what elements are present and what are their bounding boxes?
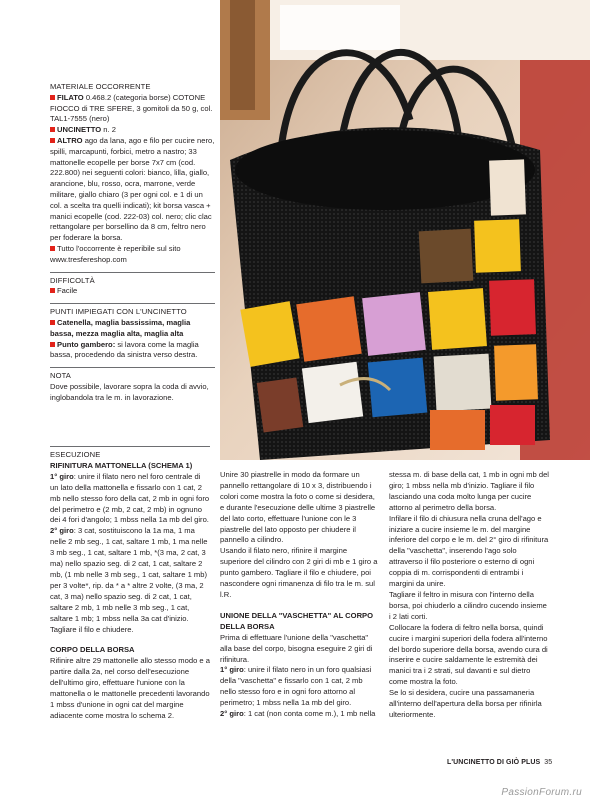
bullet-square-icon bbox=[50, 342, 55, 347]
col2-paragraph-2: Usando il filato nero, rifinire il margine superiore del cilindro con 2 giri di mb e 1 giro a punto gambero. Tagliare il filo e chiudere, poi nascondere ogni rimanenza di filo tra le m. sul l.R. bbox=[220, 546, 378, 599]
bag-photo bbox=[220, 0, 590, 460]
bag-body-text: Rifinire altre 29 mattonelle allo stesso modo e a partire dalla 2a, nel corso dell'esecuzione dell'ultimo giro, effettuare l'unione con la mattonella o le mattonelle precedenti lavorando 1 mbss d'unione in ogni cat del margine adiacente come mostra lo schema 2. bbox=[50, 656, 210, 720]
tile-finishing-heading: RIFINITURA MATTONELLA (SCHEMA 1) bbox=[50, 460, 193, 470]
col3-paragraph-5: Se lo si desidera, cucire una passamaneria all'interno dell'apertura della borsa per rifinirla ulteriormente. bbox=[389, 688, 542, 719]
stitches-heading: PUNTI IMPIEGATI CON L'UNCINETTO bbox=[50, 303, 215, 318]
col3-paragraph-1: stessa m. di base della cat, 1 mb in ogni mb del giro; 1 mbss nella mb d'inizio. Tagliare il filo lasciando una coda molto lunga per cucire attorno al perimetro della borsa. bbox=[389, 470, 549, 512]
materials-sidebar bbox=[50, 82, 215, 404]
bullet-square-icon bbox=[50, 138, 55, 143]
filato-item: FILATO 0.468.2 (categoria borse) COTONE FIOCCO di TRE SFERE, 3 gomitoli da 50 g, col. TAL1-7555 (nero) bbox=[50, 92, 213, 124]
execution-heading: ESECUZIONE bbox=[50, 446, 210, 461]
uncinetto-item: UNCINETTO n. 2 bbox=[50, 125, 215, 136]
bullet-square-icon bbox=[50, 320, 55, 325]
materials-heading: MATERIALE OCCORRENTE bbox=[50, 82, 151, 91]
bag-illustration bbox=[220, 0, 590, 460]
base-round-2: 2° giro: 1 cat (non conta come m.), 1 mb nella bbox=[220, 709, 376, 719]
nota-heading: NOTA bbox=[50, 367, 215, 382]
bullet-square-icon bbox=[50, 127, 55, 132]
col3-paragraph-4: Collocare la fodera di feltro nella borsa, quindi cucire i margini superiori della fodera all'interno del bordo superiore della borsa, avendo cura di inserire e cucire saldamente le estremità dei manici tra i 2 strati, sul davanti e sul dietro come mostra la foto. bbox=[389, 622, 548, 687]
col2-paragraph-3: Prima di effettuare l'unione della "vaschetta" alla base del corpo, bisogna eseguire 2 giri di rifinitura. bbox=[220, 632, 373, 664]
base-round-1: 1° giro: unire il filato nero in un foro qualsiasi della "vaschetta" e fissarlo con 1 cat, 2 mb nello stesso foro e in ogni foro attorno al perimetro; 1 mbss nella 1a mb del giro. bbox=[220, 665, 372, 708]
stitches-item-1: Catenella, maglia bassissima, maglia bassa, mezza maglia alta, maglia alta bbox=[50, 317, 191, 338]
difficulty-heading: DIFFICOLTÀ bbox=[50, 272, 215, 287]
instructions-column-3 bbox=[389, 470, 549, 721]
magazine-title: L'UNCINETTO DI GIÒ PLUS bbox=[447, 759, 541, 766]
watermark: PassionForum.ru bbox=[501, 787, 582, 798]
difficulty-value: Facile bbox=[50, 286, 215, 297]
page-footer bbox=[447, 759, 552, 766]
page-number: 35 bbox=[544, 759, 553, 766]
instructions-column-2 bbox=[220, 470, 380, 720]
tile-round-2: 2° giro: 3 cat, sostituiscono la 1a ma, 1 ma nelle 2 mb seg., 1 cat, saltare 1 mb, 1 ma nelle 3 mb seg., 1 cat, saltare 1 mb, *(3 ma, 2 cat, 3 ma) nello spazio seg. di 2 cat, 1 cat, saltare 2 mb, (1 mb nelle 3 mb seg., 1 cat, saltare 1 mb) per 3 volte*, rip. da * a * altre 2 volte, (3 ma, 2 cat, 3 ma) nello spazio seg. di 2 cat, 1 cat, saltare 2 mb, 1 mb nelle 3 mb seg., 1 cat, saltare 1 mb; 1 mbss nella 3a cat d'inizio. Tagliare il filo e chiudere. bbox=[50, 526, 208, 634]
altro-item: ALTRO ago da lana, ago e filo per cucire nero, spilli, marcapunti, forbici, metro a nastro; 33 mattonelle ecopelle per borse 7x7 cm (cod. 222.800) nei seguenti colori: bianco, lilla, giallo, arancione, blu, rosso, ocra, marrone, verde militare, giallo chiaro (3 per ogni col. e 1 di un col. a scelta tra quelli indicati); kit borsa vasca + manici ecopelle (cod. 222-03) col. nero; clic clac rettangolare per borsellino da 8 cm, feltro nero per foderare la borsa. bbox=[50, 135, 215, 243]
instructions-column-1 bbox=[50, 446, 210, 722]
shop-note: Tutto l'occorrente è reperibile sul sito www.tresfereshop.com bbox=[50, 243, 181, 264]
col2-paragraph-1: Unire 30 piastrelle in modo da formare un pannello rettangolare di 10 x 3, distribuendo i colori come mostra la foto o come si desidera, e durante l'esecuzione delle ultime 3 piastrelle del lato corto, effettuare l'unione con le 3 piastrelle del lato opposto per chiudere il pannello a cilindro. bbox=[220, 470, 376, 545]
bullet-square-icon bbox=[50, 95, 55, 100]
col3-paragraph-3: Tagliare il feltro in misura con l'interno della borsa, poi chiuderlo a cilindro cucendo insieme i 2 lati corti. bbox=[389, 589, 547, 621]
tile-round-1: 1° giro: unire il filato nero nel foro centrale di un lato della mattonella e fissarlo con 1 cat, 2 mb nello stesso foro della cat, 2 mb in ogni foro del perimetro e (2 mb, 2 cat, 2 mb) in ognuno dei 4 fori d'angolo; 1 mbss nella 1a mb del giro. bbox=[50, 471, 210, 525]
col3-paragraph-2: Infilare il filo di chiusura nella cruna dell'ago e iniziare a cucire insieme le m. del margine inferiore del corpo e le m. del 2° giro di rifinitura della "vaschetta", inserendo l'ago solo attraverso il filo posteriore o esterno di ogni coppia di m. corrispondenti di entrambi i margini da unire. bbox=[389, 513, 549, 589]
nota-text: Dove possibile, lavorare sopra la coda di avvio, inglobandola tra le m. in lavorazione. bbox=[50, 381, 209, 402]
stitches-item-2: Punto gambero: si lavora come la maglia bassa, procedendo da sinistra verso destra. bbox=[50, 339, 199, 360]
bullet-square-icon bbox=[50, 288, 55, 293]
bag-body-heading: CORPO DELLA BORSA bbox=[50, 645, 135, 655]
joining-heading: UNIONE DELLA "VASCHETTA" AL CORPO DELLA BORSA bbox=[220, 610, 374, 631]
bullet-square-icon bbox=[50, 246, 55, 251]
